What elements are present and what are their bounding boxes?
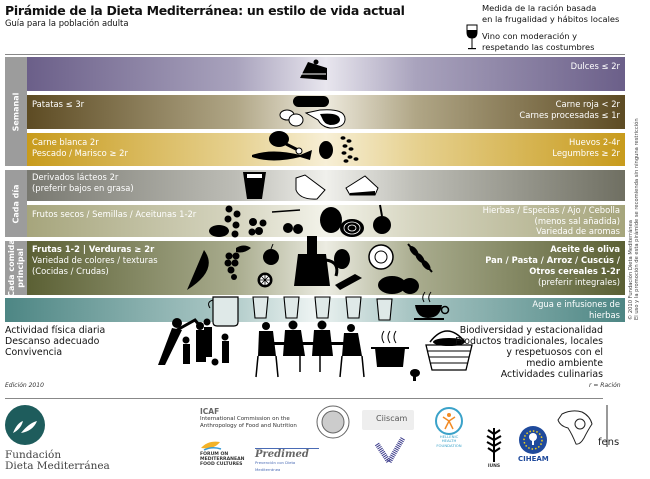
band-label-line: Variedad de colores / texturas — [32, 255, 158, 265]
africa-map-logo — [556, 408, 596, 446]
foundation-name-line: Dieta Mediterránea — [5, 460, 110, 472]
page-title: Pirámide de la Dieta Mediterránea: un estilo de vida actual — [5, 3, 405, 18]
band-label-line: Carne blanca 2r — [32, 137, 99, 147]
family-dinner-icon — [256, 321, 364, 378]
water-jug-icon — [209, 297, 238, 326]
foundation-logo — [5, 405, 45, 445]
lifestyle-left — [5, 325, 105, 358]
cheese-wedge-icon — [346, 176, 378, 195]
egg-icon — [319, 141, 333, 159]
band-label-line: Aceite de oliva — [550, 244, 620, 254]
band-label-line: Carnes procesadas ≤ 1r — [519, 110, 620, 120]
glass-icon — [253, 297, 392, 320]
band-label-line: Agua e infusiones de — [532, 299, 620, 309]
band-label-potatoes: Patatas ≤ 3r — [32, 99, 85, 109]
band-label-line: (Cocidas / Crudas) — [32, 266, 109, 276]
predimed-title: Predimed — [255, 449, 309, 460]
ciiscam-logo — [362, 410, 414, 430]
page-subtitle: Guía para la población adulta — [5, 18, 129, 28]
band-label-line: Hierbas / Especias / Ajo / Cebolla — [482, 205, 620, 215]
divider — [5, 398, 603, 399]
band-label-line: Otros cereales 1-2r — [529, 266, 620, 276]
ciiscam-title: Ciiscam — [376, 414, 408, 423]
forum-line: MEDITERRANEAN — [200, 457, 245, 462]
cooking-pot-icon — [371, 331, 409, 367]
band-label-line: Pan / Pasta / Arroz / Cuscús / — [485, 255, 620, 265]
lifestyle-right — [455, 325, 603, 380]
foundation-name-line: Fundación — [5, 449, 62, 461]
university-seal-icon — [316, 405, 350, 439]
icaf-logo — [200, 407, 297, 429]
fens-title: fens — [598, 437, 620, 448]
steak-icon — [306, 110, 345, 128]
apple-icon — [263, 244, 279, 265]
predimed-sub: Prevención con Dieta Mediterránea — [255, 460, 296, 472]
fish-icon — [252, 150, 312, 161]
band-label-line: Legumbres ≥ 2r — [552, 148, 620, 158]
university-seal-logo — [316, 405, 350, 439]
foundation-name — [5, 450, 110, 472]
lifestyle-item: medio ambiente — [526, 358, 603, 369]
bread-icon — [378, 276, 419, 294]
wheat-icon — [408, 244, 432, 272]
band-label-line: (preferir bajos en grasa) — [32, 183, 134, 193]
cake-slice-icon — [300, 60, 327, 81]
band-label-line: (menos sal añadida) — [534, 215, 620, 226]
lifestyle-item: Convivencia — [5, 347, 63, 358]
wheat-logo-icon — [484, 424, 504, 464]
hhf-line: FOUNDATION — [436, 442, 462, 448]
ciheam-logo — [518, 425, 549, 463]
school-public-health-logo — [375, 436, 405, 466]
nuts-icon — [209, 206, 241, 238]
iuns-title: IUNS — [487, 464, 501, 469]
africa-map-icon — [556, 408, 596, 446]
band-label-nuts: Frutos secos / Semillas / Aceitunas 1-2r — [32, 209, 197, 219]
frequency-label-line: Cada comida — [7, 239, 16, 297]
band-label-line: Frutas 1-2 | Verduras ≥ 2r — [32, 244, 155, 254]
yogurt-icon — [243, 172, 266, 199]
teacup-icon — [414, 292, 449, 320]
lifestyle-item: Biodiversidad y estacionalidad — [459, 325, 603, 336]
ration-legend: r = Ración — [589, 382, 621, 389]
orange-icon — [258, 273, 273, 288]
iuns-logo — [484, 424, 504, 471]
wine-legend-line: respetando las costumbres — [482, 41, 595, 52]
forum-line: FOOD CULTURES — [200, 462, 243, 467]
fens-logo — [598, 405, 619, 448]
forum-wave-icon — [200, 440, 222, 452]
watermelon-icon — [187, 250, 209, 290]
sausage-icon — [293, 96, 329, 107]
hhf-line: HELLENIC — [439, 434, 459, 439]
lifestyle-item: y respetuosos con el — [506, 347, 603, 358]
cheese-icon — [296, 175, 325, 199]
forum-line: FORUM ON — [200, 452, 229, 457]
icaf-line: International Commission on the — [200, 416, 290, 422]
band-label-line: Variedad de aromas — [536, 226, 620, 236]
copyright-line: © 2010 Fundación Dieta Mediterránea — [628, 220, 634, 320]
band-label-line: Carne roja < 2r — [555, 99, 620, 109]
band-label-line: Pescado / Marisco ≥ 2r — [32, 148, 128, 158]
frequency-label-text: Cada día — [11, 183, 21, 224]
portion-legend-line: en la frugalidad y hábitos locales — [482, 13, 620, 24]
grid-v-icon — [375, 436, 405, 466]
grapes-icon — [225, 246, 252, 281]
band-label-line: Huevos 2-4r — [569, 137, 620, 147]
portion-legend-line: Medida de la ración basada — [482, 3, 597, 13]
ciheam-title: CIHEAM — [518, 455, 549, 463]
band-label-line: Derivados lácteos 2r — [32, 172, 119, 182]
band-label-sweets: Dulces ≤ 2r — [570, 61, 620, 71]
forum-logo — [200, 440, 245, 467]
icaf-title: ICAF — [200, 407, 220, 416]
chicken-leg-icon — [269, 131, 302, 154]
copyright-line: El uso y la promoción de esta pirámide se recomienda sin ninguna restricción — [634, 118, 641, 320]
edition-label: Edición 2010 — [5, 382, 44, 389]
lifestyle-item: Descanso adecuado — [5, 336, 100, 347]
band-label-line: hierbas — [588, 310, 620, 320]
hhf-logo — [435, 407, 463, 448]
garlic-icon — [373, 205, 391, 234]
mushroom-icon — [410, 369, 420, 381]
lifestyle-item: Actividad física diaria — [5, 325, 106, 336]
lifestyle-item: Actividades culinarias — [500, 369, 603, 380]
herbs-icon — [249, 218, 267, 236]
hhf-line: HEALTH — [441, 438, 457, 444]
artichoke-icon — [334, 249, 350, 269]
ciheam-tree-icon — [518, 425, 548, 455]
frequency-label-text: Semanal — [11, 92, 21, 131]
foundation-leaf-icon — [5, 405, 45, 445]
olive-oil-jug-icon — [294, 236, 337, 286]
lifestyle-item: Productos tradicionales, locales — [455, 336, 603, 347]
band-label-line: (preferir integrales) — [537, 277, 620, 287]
frequency-label-line: principal — [16, 248, 25, 288]
potatoes-icon — [280, 110, 303, 126]
icaf-line: Anthropology of Food and Nutrition — [200, 422, 297, 429]
onion-icon — [320, 207, 364, 237]
olives-icon — [272, 210, 303, 234]
hhf-figure-icon — [435, 407, 463, 435]
wine-legend-line: Vino con moderación y — [482, 31, 578, 41]
predimed-logo — [255, 448, 319, 473]
copyright-note — [628, 118, 641, 320]
beans-icon — [341, 136, 359, 163]
